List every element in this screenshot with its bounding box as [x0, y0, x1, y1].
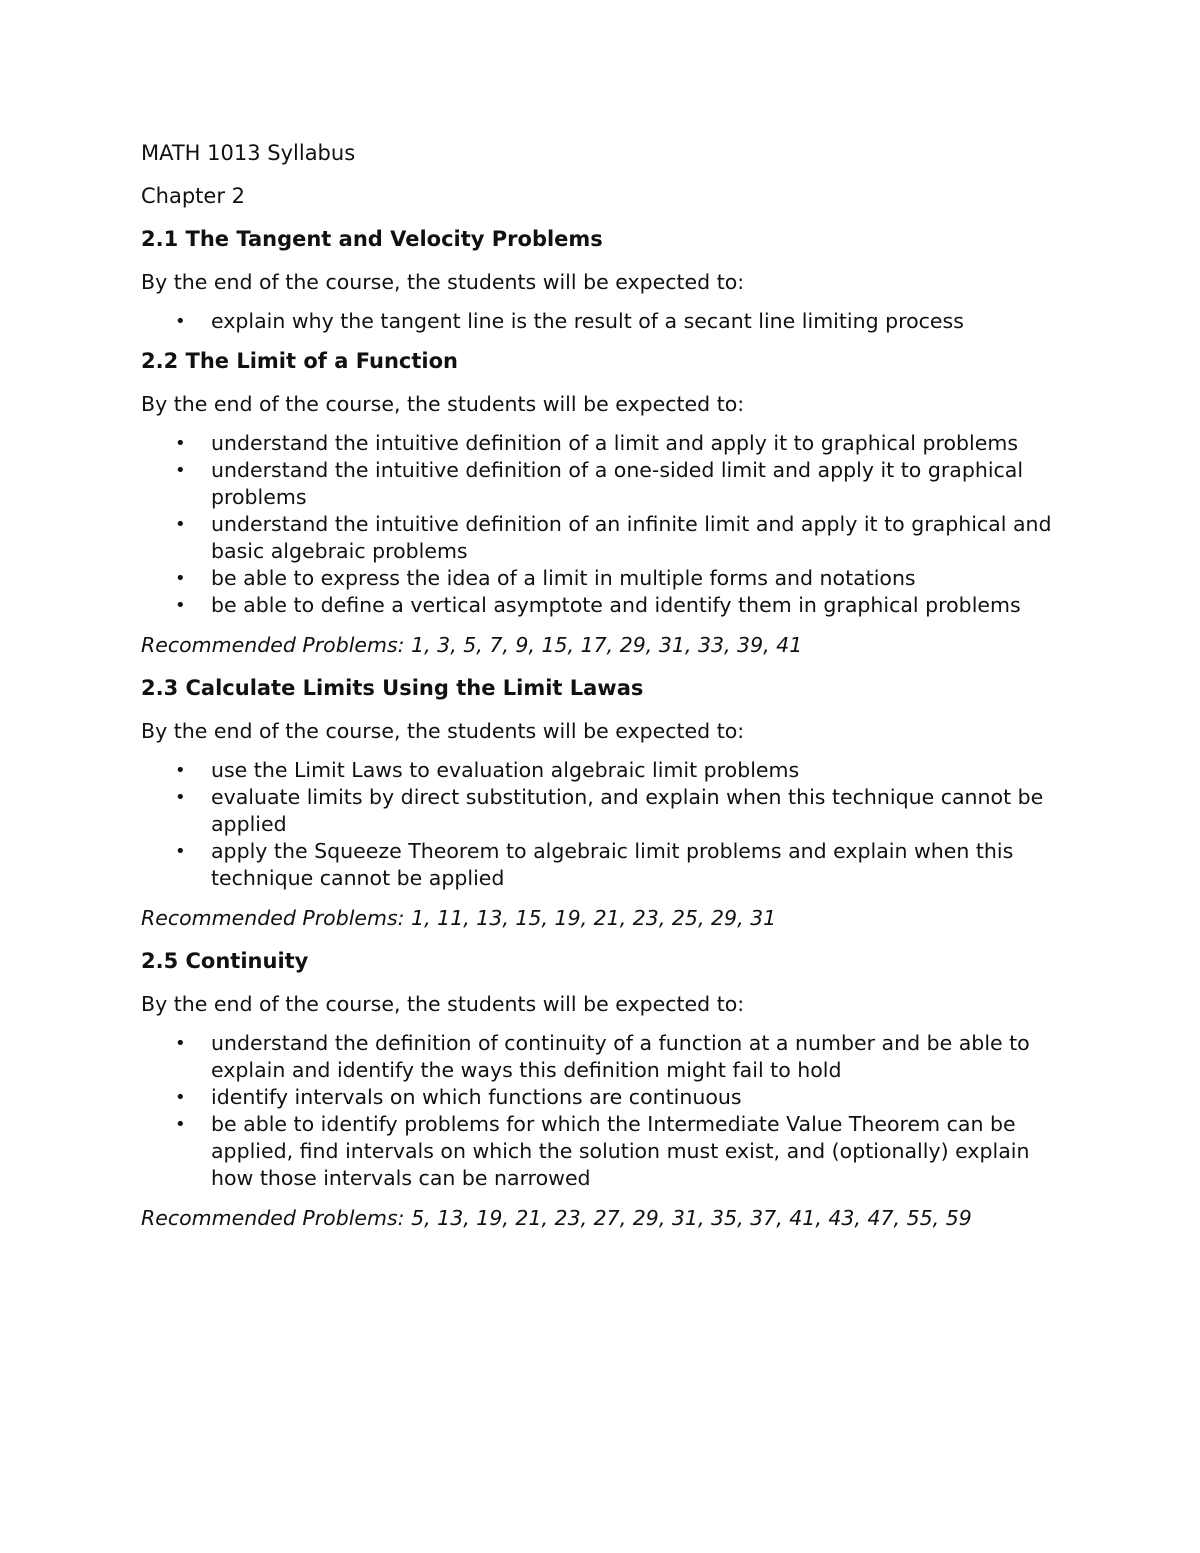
objective-text: use the Limit Laws to evaluation algebraic limit problems	[211, 758, 800, 782]
bullet-icon: •	[175, 514, 186, 535]
section-intro: By the end of the course, the students will be expected to:	[141, 992, 745, 1016]
bullet-icon: •	[175, 568, 186, 589]
recommended-problems: Recommended Problems: 1, 11, 13, 15, 19, 21, 23, 25, 29, 31	[141, 906, 777, 930]
objective-text: understand the intuitive definition of a limit and apply it to graphical problems	[211, 431, 1018, 455]
bullet-icon: •	[175, 460, 186, 481]
list-item	[141, 565, 1061, 592]
list-item	[141, 430, 1061, 457]
section-2-2	[141, 344, 1071, 662]
objective-text: understand the intuitive definition of a one-sided limit and apply it to graphical problems	[211, 458, 1024, 509]
section-heading: 2.3 Calculate Limits Using the Limit Lawas	[141, 676, 644, 700]
list-item	[141, 511, 1061, 565]
chapter-title: Chapter 2	[141, 184, 245, 208]
list-item	[141, 1111, 1061, 1192]
objective-text: apply the Squeeze Theorem to algebraic limit problems and explain when this technique cannot be applied	[211, 839, 1014, 890]
bullet-icon: •	[175, 760, 186, 781]
objective-text: evaluate limits by direct substitution, and explain when this technique cannot be applied	[211, 785, 1044, 836]
bullet-icon: •	[175, 841, 186, 862]
recommended-problems: Recommended Problems: 5, 13, 19, 21, 23, 27, 29, 31, 35, 37, 41, 43, 47, 55, 59	[141, 1206, 972, 1230]
section-intro: By the end of the course, the students will be expected to:	[141, 392, 745, 416]
section-heading: 2.1 The Tangent and Velocity Problems	[141, 227, 603, 251]
section-2-5	[141, 944, 1071, 1235]
bullet-icon: •	[175, 311, 186, 332]
objectives-list	[141, 757, 1071, 892]
section-intro: By the end of the course, the students will be expected to:	[141, 719, 745, 743]
list-item	[141, 308, 1061, 335]
objective-text: understand the intuitive definition of an infinite limit and apply it to graphical and basic algebraic problems	[211, 512, 1052, 563]
objective-text: be able to identify problems for which the Intermediate Value Theorem can be applied, find intervals on which the solution must exist, and (optionally) explain how those intervals can be narrowed	[211, 1112, 1030, 1190]
objectives-list	[141, 430, 1071, 619]
objective-text: understand the definition of continuity of a function at a number and be able to explain and identify the ways this definition might fail to hold	[211, 1031, 1030, 1082]
objective-text: explain why the tangent line is the result of a secant line limiting process	[211, 309, 964, 333]
bullet-icon: •	[175, 1087, 186, 1108]
objective-text: be able to express the idea of a limit in multiple forms and notations	[211, 566, 916, 590]
objective-text: identify intervals on which functions are continuous	[211, 1085, 742, 1109]
list-item	[141, 784, 1061, 838]
list-item	[141, 757, 1061, 784]
objectives-list	[141, 308, 1071, 335]
section-2-1	[141, 222, 1071, 335]
bullet-icon: •	[175, 1033, 186, 1054]
section-intro: By the end of the course, the students will be expected to:	[141, 270, 745, 294]
bullet-icon: •	[175, 433, 186, 454]
section-heading: 2.2 The Limit of a Function	[141, 349, 458, 373]
objectives-list	[141, 1030, 1071, 1192]
list-item	[141, 457, 1061, 511]
section-2-3	[141, 671, 1071, 935]
recommended-problems: Recommended Problems: 1, 3, 5, 7, 9, 15, 17, 29, 31, 33, 39, 41	[141, 633, 803, 657]
document-title: MATH 1013 Syllabus	[141, 141, 356, 165]
bullet-icon: •	[175, 1114, 186, 1135]
section-heading: 2.5 Continuity	[141, 949, 309, 973]
list-item	[141, 592, 1061, 619]
objective-text: be able to define a vertical asymptote and identify them in graphical problems	[211, 593, 1021, 617]
list-item	[141, 1084, 1061, 1111]
list-item	[141, 838, 1061, 892]
bullet-icon: •	[175, 787, 186, 808]
list-item	[141, 1030, 1061, 1084]
bullet-icon: •	[175, 595, 186, 616]
document-page	[141, 136, 1071, 1244]
